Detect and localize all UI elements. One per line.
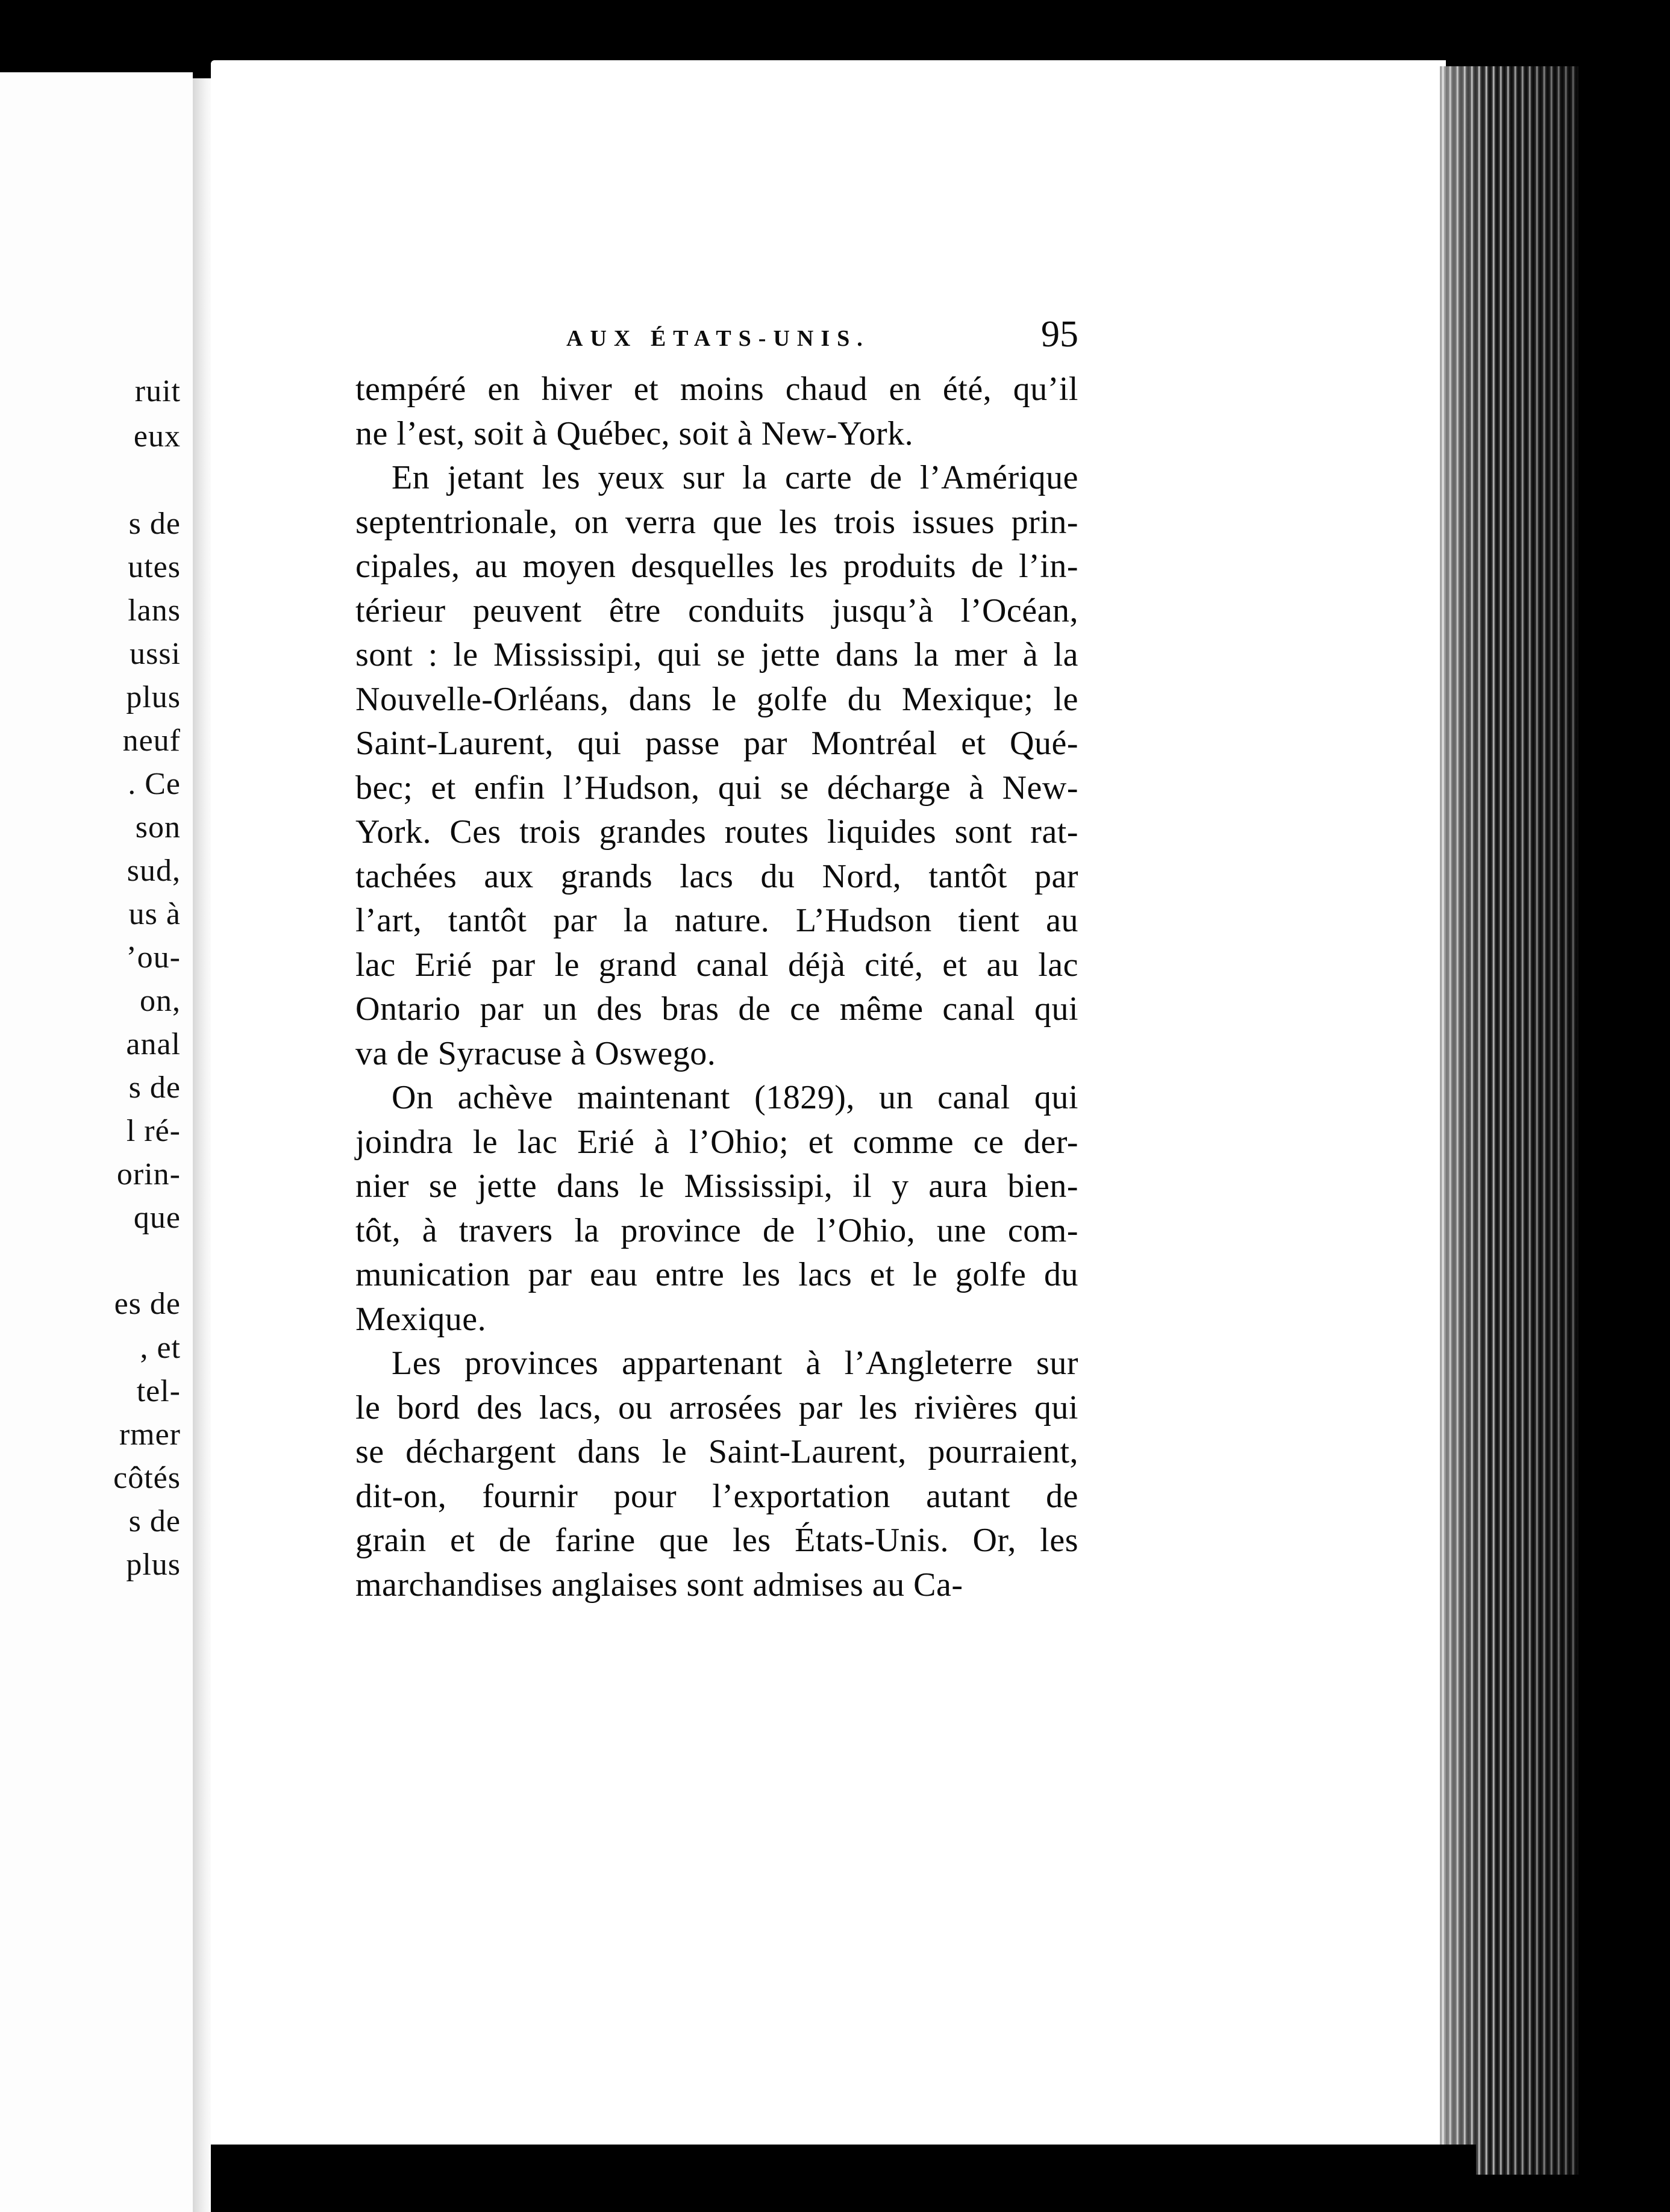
text-line: Les provinces appartenant à l’Angleterre sur [392,1345,1078,1382]
page-text-block [355,313,1078,1607]
left-page-fragment: ussi [130,637,181,671]
left-page-fragment: sud, [127,854,181,888]
page-body [355,367,1078,1607]
text-line: Ontario par un des bras de ce même canal qui [355,990,1078,1028]
text-line: tempéré en hiver et moins chaud en été, qu’il [355,370,1078,408]
text-line: térieur peuvent être conduits jusqu’à l’Océan, [355,592,1078,630]
left-page-fragment: orin- [116,1157,181,1192]
left-page-fragment: us à [128,897,181,931]
text-line: lac Erié par le grand canal déjà cité, et au lac [355,946,1078,984]
text-line: bec; et enfin l’Hudson, qui se décharge à New- [355,769,1078,807]
text-line: Nouvelle-Orléans, dans le golfe du Mexique; le [355,680,1078,718]
text-line: ne l’est, soit à Québec, soit à New-York. [355,414,914,452]
text-line: se déchargent dans le Saint-Laurent, pourraient, [355,1433,1078,1470]
text-line: On achève maintenant (1829), un canal qui [392,1079,1078,1116]
left-facing-page [0,72,193,2212]
left-page-fragment: rmer [119,1417,181,1452]
page-number: 95 [1041,314,1078,355]
left-page-fragment: que [133,1201,181,1235]
left-page-fragment: , et [140,1331,181,1365]
left-page-fragment: ’ou- [126,940,181,975]
left-page-fragment: lans [128,593,181,628]
text-line: munication par eau entre les lacs et le golfe du [355,1256,1078,1293]
left-page-fragment: tel- [136,1374,181,1408]
left-page-fragment: . Ce [128,767,181,801]
text-line: grain et de farine que les États-Unis. Or, les [355,1522,1078,1559]
left-page-fragment: s de [128,1504,181,1539]
left-page-fragment: anal [126,1027,181,1061]
left-page-fragment: plus [126,1548,181,1582]
left-page-fragment: l ré- [126,1114,181,1148]
text-line: septentrionale, on verra que les trois issues prin- [355,503,1078,541]
left-page-fragment: on, [140,984,181,1018]
text-line: joindra le lac Erié à l’Ohio; et comme ce der- [355,1123,1078,1161]
text-line: le bord des lacs, ou arrosées par les rivières qui [355,1389,1078,1426]
text-line: va de Syracuse à Oswego. [355,1034,716,1072]
left-page-fragment: s de [128,507,181,541]
left-page-fragment: côtés [113,1461,181,1495]
left-page-fragment: plus [126,680,181,714]
left-page-fragment: s de [128,1070,181,1105]
left-page-fragment: es de [114,1287,181,1321]
text-line: tachées aux grands lacs du Nord, tantôt par [355,857,1078,895]
left-page-fragment: neuf [122,723,181,758]
page-fore-edge [1440,66,1578,2175]
text-line: marchandises anglaises sont admises au Ca- [355,1566,963,1604]
page-header [355,313,1078,367]
text-line: Mexique. [355,1300,487,1338]
text-line: En jetant les yeux sur la carte de l’Amérique [392,459,1078,496]
text-line: l’art, tantôt par la nature. L’Hudson tient au [355,902,1078,939]
text-line: dit-on, fournir pour l’exportation autant de [355,1477,1078,1515]
text-line: sont : le Mississipi, qui se jette dans la mer à la [355,636,1078,673]
text-line: Saint-Laurent, qui passe par Montréal et Qué- [355,725,1078,762]
left-page-fragment: eux [133,419,181,454]
left-page-fragment: ruit [134,374,181,408]
running-head: AUX ÉTATS-UNIS. [566,326,870,351]
left-page-fragment: utes [128,550,181,584]
text-line: York. Ces trois grandes routes liquides sont rat- [355,813,1078,851]
left-page-fragment: son [135,810,181,845]
text-line: nier se jette dans le Mississipi, il y aura bien- [355,1167,1078,1205]
text-line: tôt, à travers la province de l’Ohio, une com- [355,1211,1078,1249]
bottom-shadow [211,2145,1476,2212]
text-line: cipales, au moyen desquelles les produits de l’in- [355,548,1078,585]
